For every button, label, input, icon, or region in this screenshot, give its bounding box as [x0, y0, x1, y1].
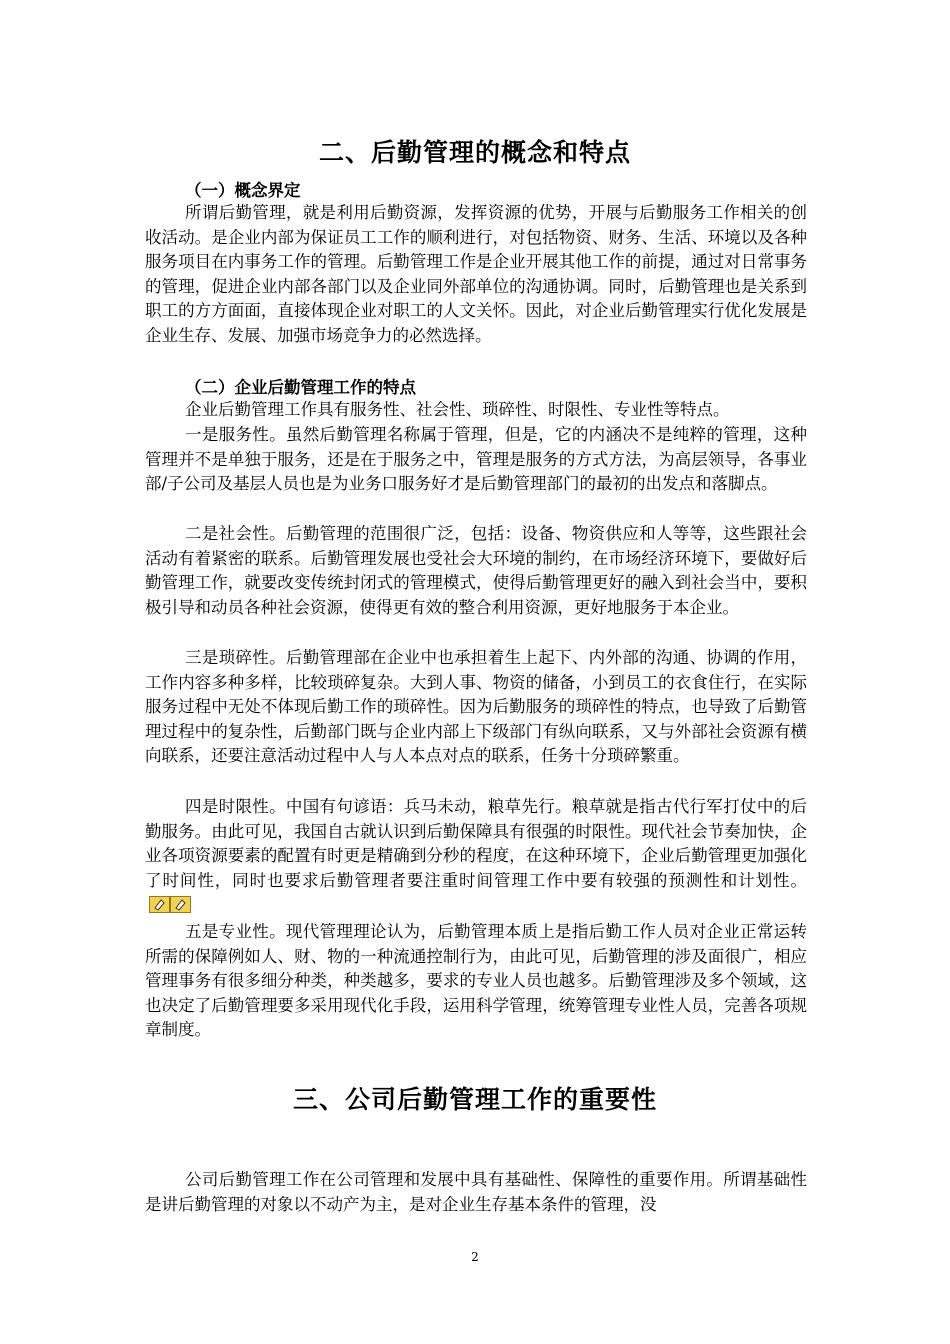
paragraph-timeliness: [145, 795, 807, 918]
section-2-title: 二、后勤管理的概念和特点: [318, 138, 631, 167]
section-3-title: 三、公司后勤管理工作的重要性: [292, 1085, 657, 1114]
paragraph-features-intro: 企业后勤管理工作具有服务性、社会性、琐碎性、时限性、专业性等特点。: [185, 400, 730, 419]
paragraph-timeliness-text: 四是时限性。中国有句谚语：兵马未动，粮草先行。粮草就是指古代行军打仗中的后勤服务。由此可见，我国自古就认识到后勤保障具有很强的时限性。现代社会节奏加快，企业各项资源要素的配置有时更是精确到分秒的程度，在这种环境下，企业后勤管理更加强化了时间性，同时也要求后勤管理者要注重时间管理工作中要有较强的预测性和计划性。: [145, 797, 807, 890]
subheading-features: （二）企业后勤管理工作的特点: [185, 378, 416, 397]
subheading-concept: （一）概念界定: [185, 181, 301, 200]
paragraph-importance: 公司后勤管理工作在公司管理和发展中具有基础性、保障性的重要作用。所谓基础性是讲后勤管理的对象以不动产为主，是对企业生存基本条件的管理，没: [145, 1170, 807, 1214]
paragraph-professional: 五是专业性。现代管理理论认为，后勤管理本质上是指后勤工作人员对企业正常运转所需的保障例如人、财、物的一种流通控制行为，由此可见，后勤管理的涉及面很广，相应管理事务有很多细分种类，种类越多，要求的专业人员也越多。后勤管理涉及多个领域，这也决定了后勤管理要多采用现代化手段，运用科学管理，统筹管理专业性人员，完善各项规章制度。: [145, 922, 807, 1039]
anchor-marker-icon: [149, 896, 191, 913]
paragraph-social: 二是社会性。后勤管理的范围很广泛，包括：设备、物资供应和人等等，这些跟社会活动有着紧密的联系。后勤管理发展也受社会大环境的制约，在市场经济环境下，要做好后勤管理工作，就要改变传统封闭式的管理模式，使得后勤管理更好的融入到社会当中，要积极引导和动员各种社会资源，使得更有效的整合利用资源，更好地服务于本企业。: [145, 524, 807, 617]
paragraph-service: 一是服务性。虽然后勤管理名称属于管理，但是，它的内涵决不是纯粹的管理，这种管理并不是单独于服务，还是在于服务之中，管理是服务的方式方法，为高层领导，各事业部/子公司及基层人员也是为业务口服务好才是后勤管理部门的最初的出发点和落脚点。: [145, 425, 807, 493]
paragraph-concept: 所谓后勤管理，就是利用后勤资源，发挥资源的优势，开展与后勤服务工作相关的创收活动。是企业内部为保证员工工作的顺利进行，对包括物资、财务、生活、环境以及各种服务项目在内事务工作的管理。后勤管理工作是企业开展其他工作的前提，通过对日常事务的管理，促进企业内部各部门以及企业同外部单位的沟通协调。同时，后勤管理也是关系到职工的方方面面，直接体现企业对职工的人文关怀。因此，对企业后勤管理实行优化发展是企业生存、发展、加强市场竞争力的必然选择。: [145, 203, 807, 345]
paragraph-trivial: 三是琐碎性。后勤管理部在企业中也承担着生上起下、内外部的沟通、协调的作用，工作内容多种多样，比较琐碎复杂。大到人事、物资的储备，小到员工的衣食住行，在实际服务过程中无处不体现后勤工作的琐碎性。因为后勤服务的琐碎性的特点，也导致了后勤管理过程中的复杂性，后勤部门既与企业内部上下级部门有纵向联系，又与外部社会资源有横向联系，还要注意活动过程中人与人本点对点的联系，任务十分琐碎繁重。: [145, 648, 807, 765]
page-number: 2: [471, 1250, 479, 1264]
